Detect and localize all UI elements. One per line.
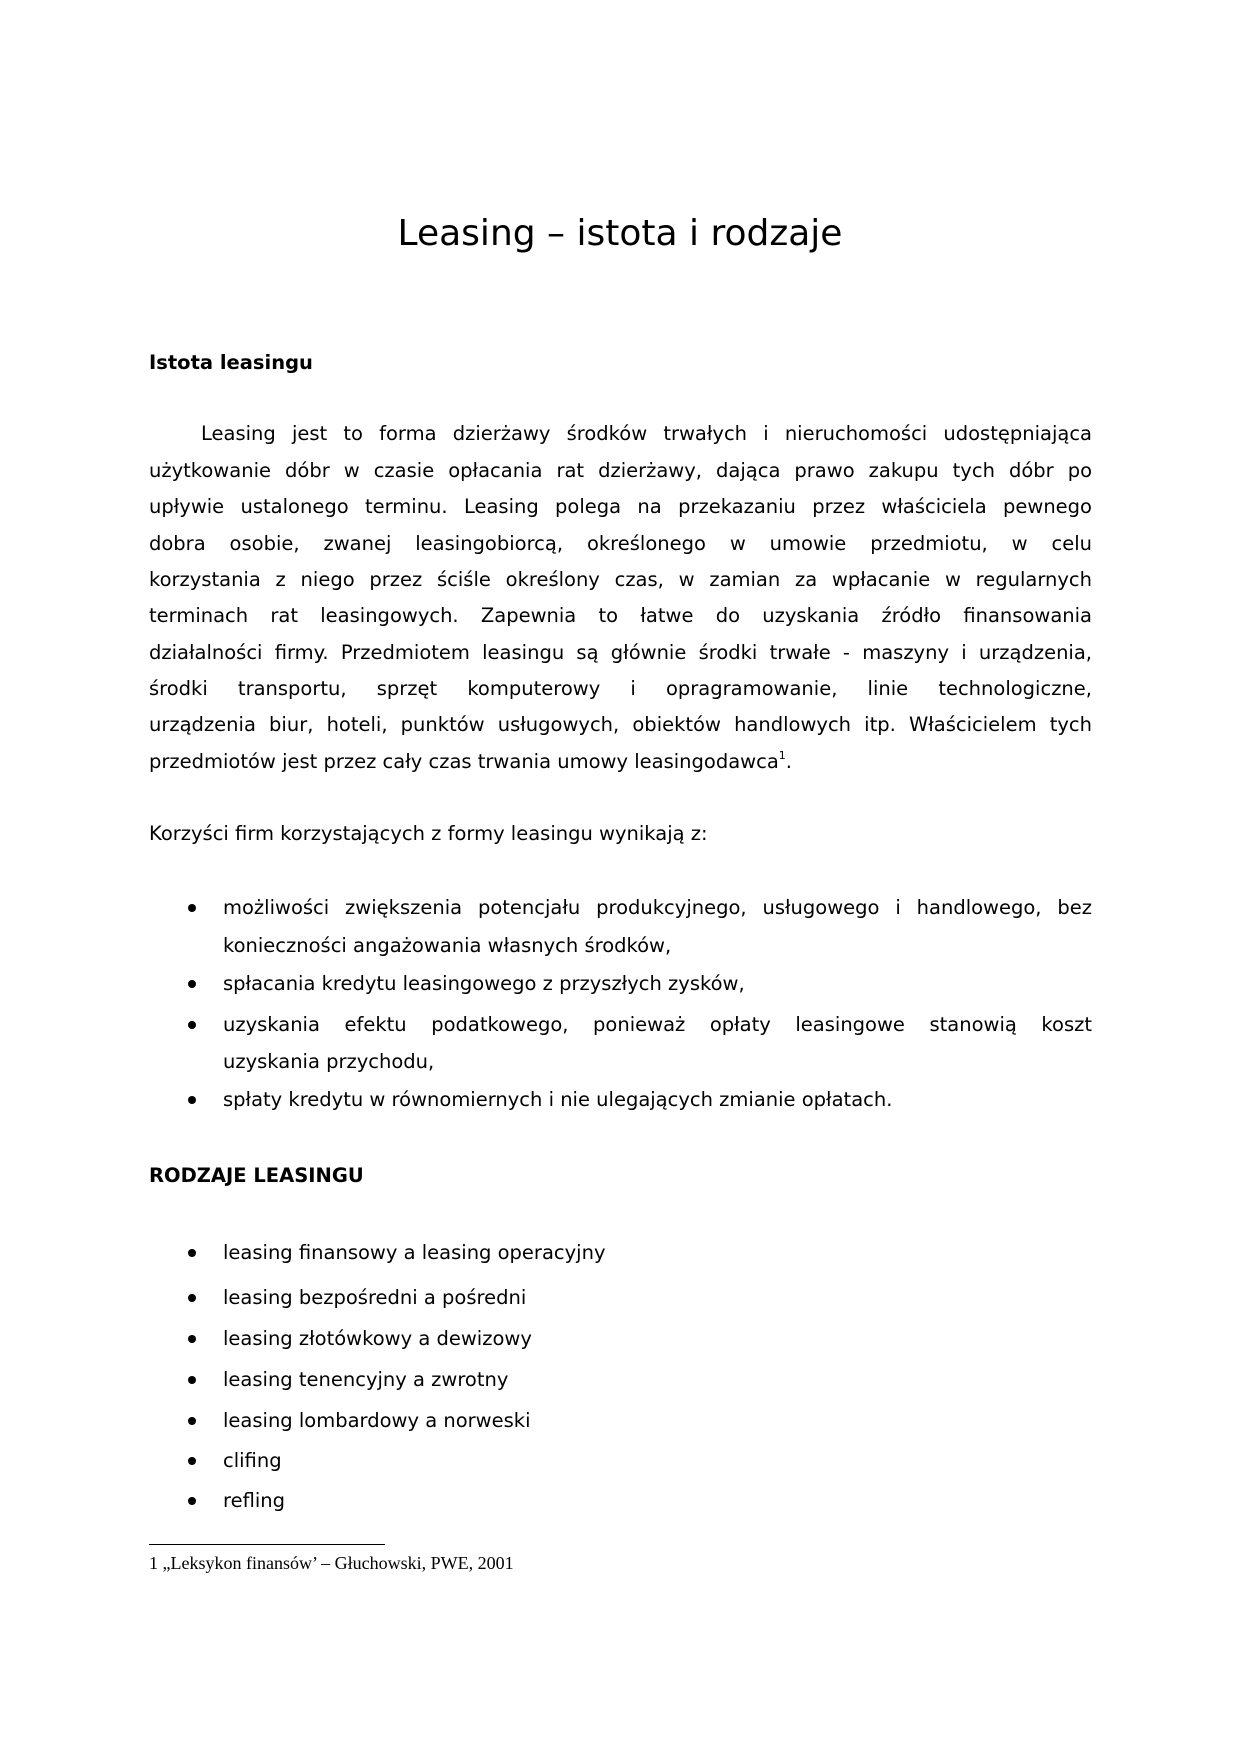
list-item: możliwości zwiększenia potencjału produkcyjnego, usługowego i handlowego, bez <box>223 896 1092 919</box>
paragraph-line: Leasing jest to forma dzierżawy środków trwałych i nieruchomości udostępniająca <box>201 422 1092 445</box>
bullet-icon <box>188 904 196 912</box>
bullet-icon <box>188 1096 196 1104</box>
paragraph-line: urządzenia biur, hoteli, punktów usługowych, obiektów handlowych itp. Właścicielem tych <box>149 713 1092 736</box>
document-title: Leasing – istota i rodzaje <box>397 213 843 254</box>
footnote-separator <box>149 1544 385 1545</box>
bullet-icon <box>188 1376 196 1384</box>
list-item: leasing lombardowy a norweski <box>223 1409 531 1432</box>
paragraph-line: terminach rat leasingowych. Zapewnia to łatwe do uzyskania źródło finansowania <box>149 604 1092 627</box>
list-item: leasing finansowy a leasing operacyjny <box>223 1241 606 1264</box>
paragraph-line: korzystania z niego przez ściśle określony czas, w zamian za wpłacanie w regularnych <box>149 568 1092 591</box>
list-item: leasing złotówkowy a dewizowy <box>223 1327 532 1350</box>
list-item: spłaty kredytu w równomiernych i nie ulegających zmianie opłatach. <box>223 1088 893 1111</box>
section-heading-istota: Istota leasingu <box>149 351 313 374</box>
paragraph-line: upływie ustalonego terminu. Leasing polega na przekazaniu przez właściciela pewnego <box>149 495 1092 518</box>
list-item: spłacania kredytu leasingowego z przyszłych zysków, <box>223 972 745 995</box>
bullet-icon <box>188 1457 196 1465</box>
section-heading-rodzaje: RODZAJE LEASINGU <box>149 1164 364 1187</box>
footnote-reference[interactable]: 1 <box>778 749 786 762</box>
list-item: uzyskania efektu podatkowego, ponieważ opłaty leasingowe stanowią koszt <box>223 1013 1092 1036</box>
paragraph-line <box>149 750 1092 774</box>
list-item: clifing <box>223 1449 282 1472</box>
bullet-icon <box>188 980 196 988</box>
list-item: leasing tenencyjny a zwrotny <box>223 1368 509 1391</box>
bullet-icon <box>188 1249 196 1257</box>
list-item-continuation: uzyskania przychodu, <box>223 1050 435 1073</box>
list-item-continuation: konieczności angażowania własnych środków, <box>223 934 672 957</box>
paragraph-line: działalności firmy. Przedmiotem leasingu są głównie środki trwałe - maszyny i urządzenia, <box>149 641 1092 664</box>
bullet-icon <box>188 1417 196 1425</box>
bullet-icon <box>188 1335 196 1343</box>
bullet-icon <box>188 1021 196 1029</box>
bullet-icon <box>188 1294 196 1302</box>
paragraph-line: dobra osobie, zwanej leasingobiorcą, określonego w umowie przedmiotu, w celu <box>149 532 1092 555</box>
list-item: leasing bezpośredni a pośredni <box>223 1286 527 1309</box>
paragraph-end: . <box>785 750 792 773</box>
paragraph-line: użytkowanie dóbr w czasie opłacania rat dzierżawy, dająca prawo zakupu tych dóbr po <box>149 459 1092 482</box>
footnote: 1 „Leksykon finansów’ – Głuchowski, PWE, 2001 <box>149 1553 514 1573</box>
bullet-icon <box>188 1497 196 1505</box>
paragraph-line: środki transportu, sprzęt komputerowy i opragramowanie, linie technologiczne, <box>149 677 1092 700</box>
benefits-intro: Korzyści firm korzystających z formy leasingu wynikają z: <box>149 822 708 845</box>
paragraph-line-text: przedmiotów jest przez cały czas trwania umowy leasingodawca <box>149 750 779 773</box>
list-item: refling <box>223 1489 286 1512</box>
